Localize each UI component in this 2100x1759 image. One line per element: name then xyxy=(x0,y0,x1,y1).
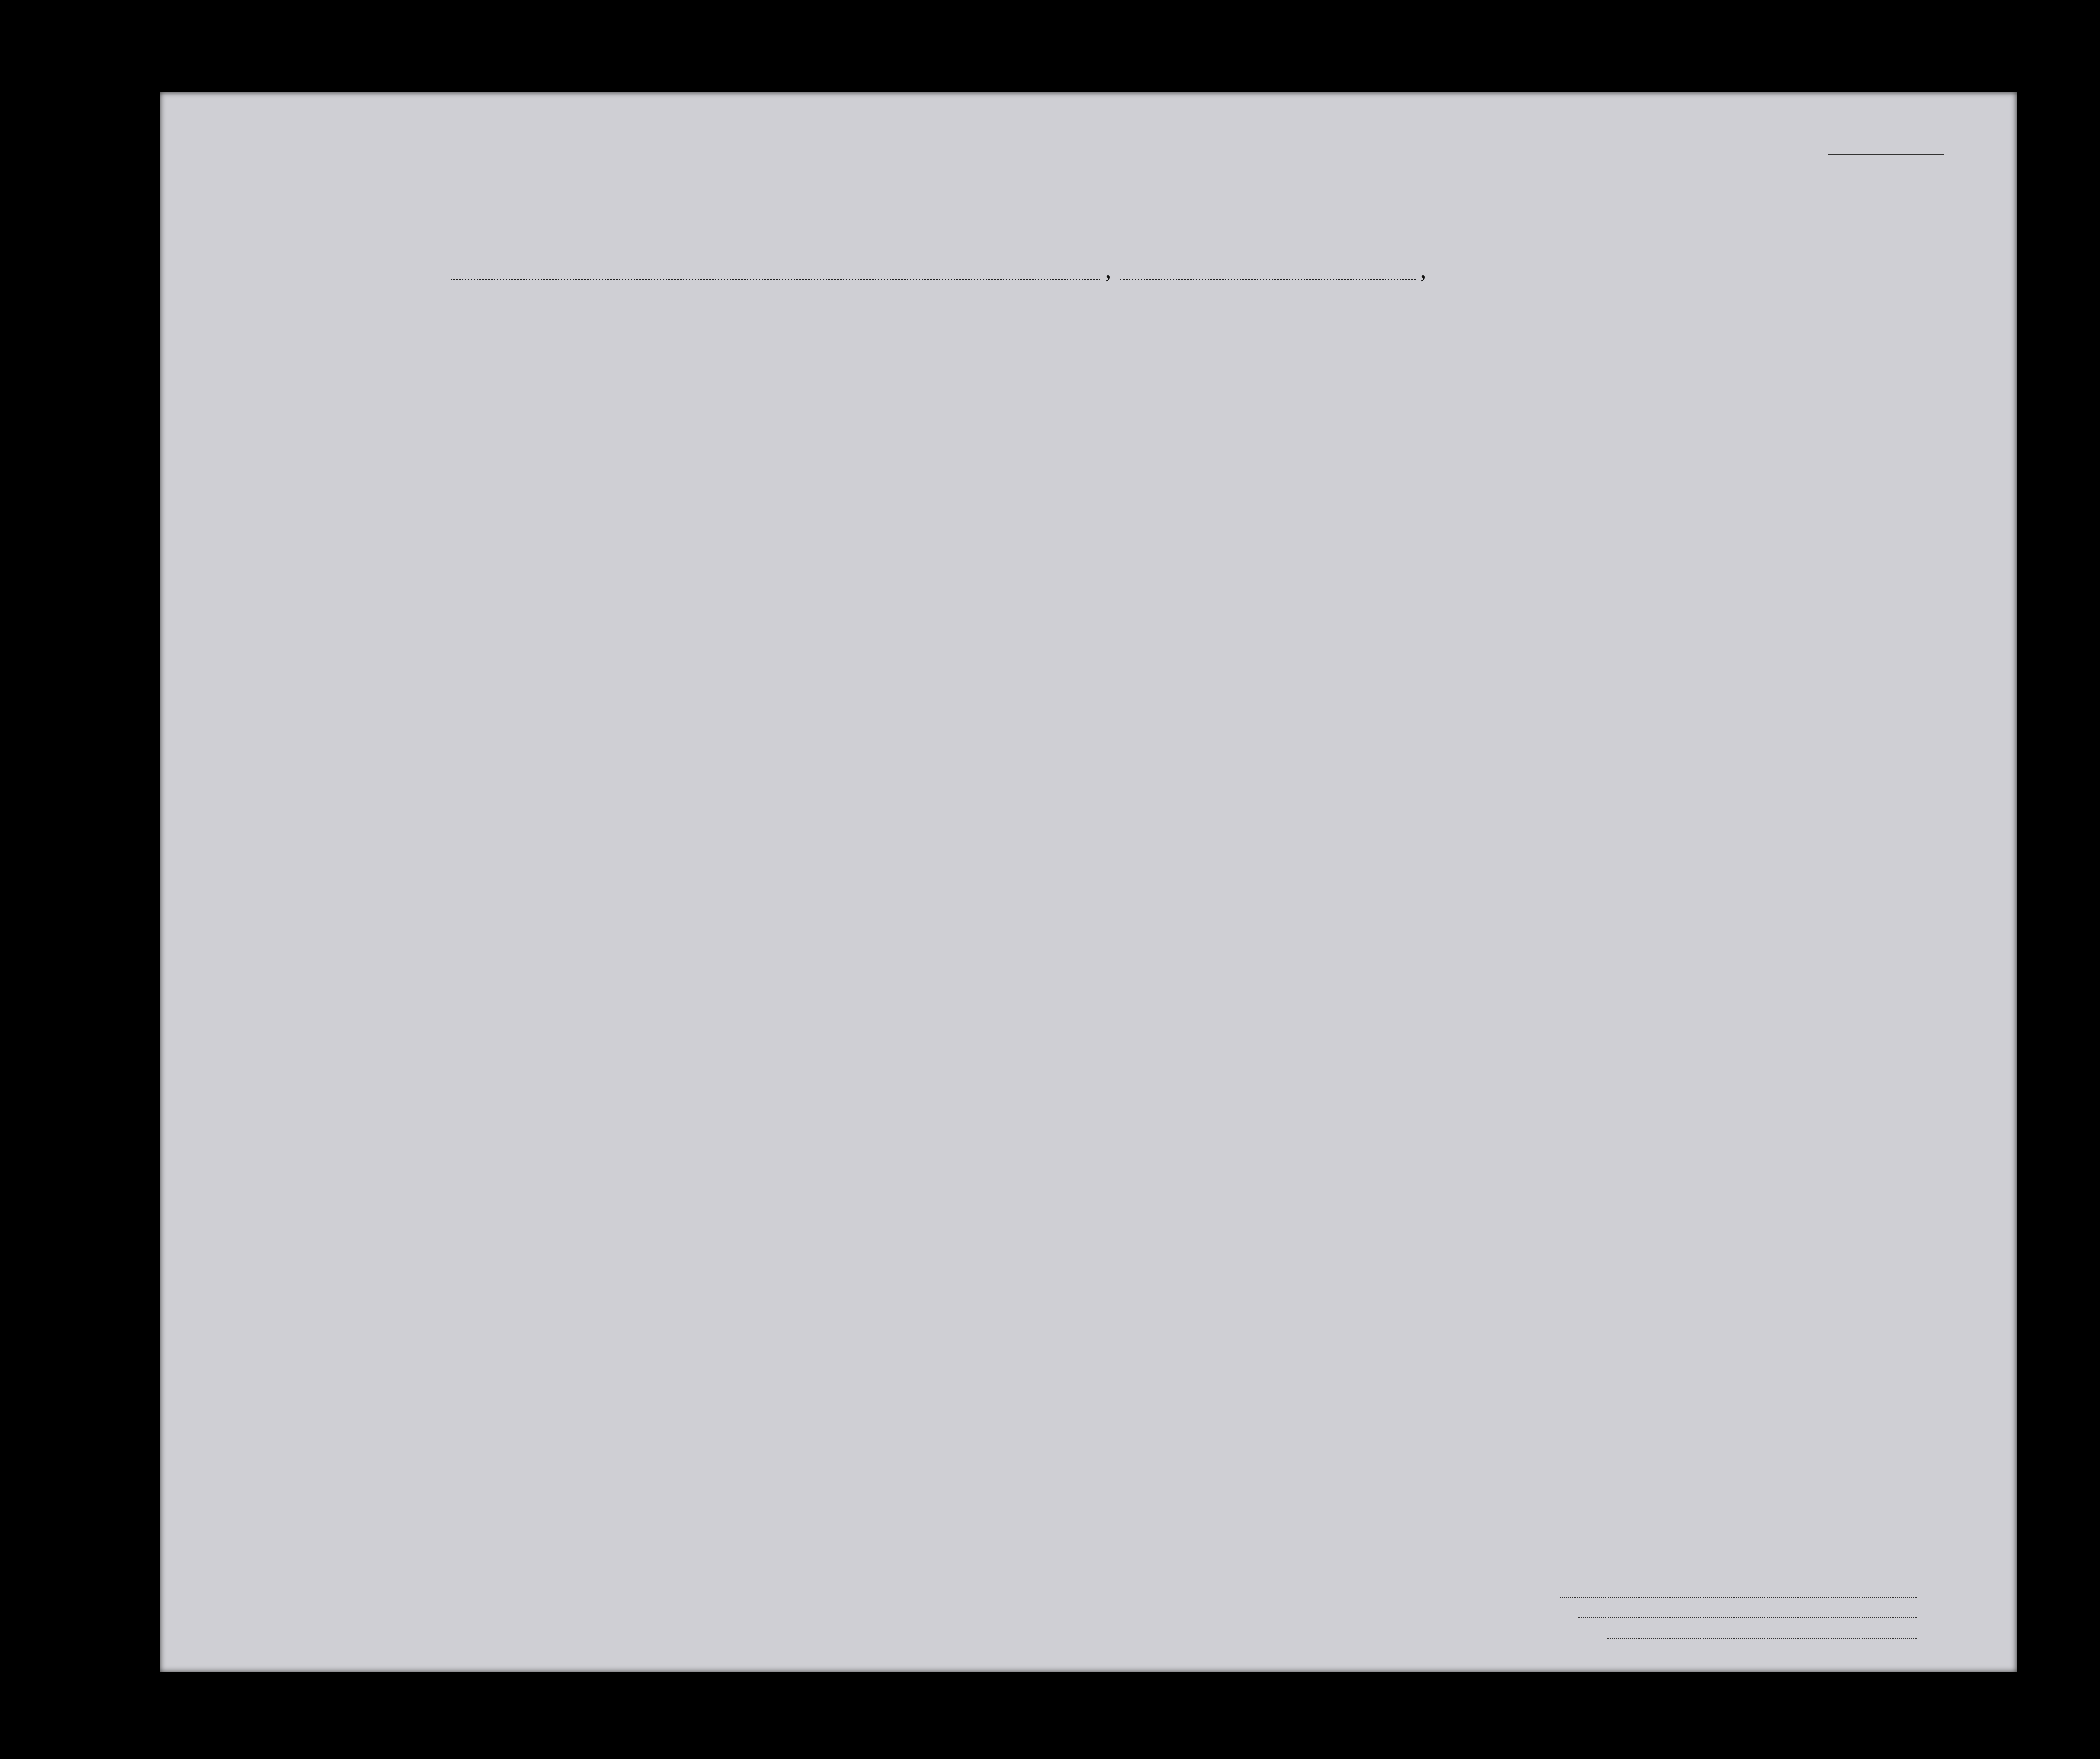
header-prison xyxy=(1348,339,1386,543)
comma-sep: , xyxy=(1420,257,1426,283)
line-fill xyxy=(1559,1597,1917,1598)
header-overthrow xyxy=(1440,339,1488,543)
form-grid xyxy=(160,92,2017,1672)
header-ticket xyxy=(678,339,697,543)
header-polygamist xyxy=(1391,339,1409,543)
manifest-sheet xyxy=(160,92,2017,1672)
header-purpose-b xyxy=(1280,364,1304,538)
header-excluded xyxy=(1518,339,1536,543)
comma-sep: , xyxy=(1105,257,1111,283)
header-purpose-c xyxy=(1311,364,1336,538)
header-possession-50 xyxy=(765,334,786,548)
agents-fill xyxy=(1607,1638,1917,1639)
header-anarchist xyxy=(1415,339,1432,543)
header-arrested xyxy=(1539,339,1556,543)
header-labor-offer xyxy=(1491,339,1518,543)
owners-fill xyxy=(1578,1617,1917,1618)
header-inches xyxy=(1711,427,1729,514)
header-feet xyxy=(1691,427,1708,514)
header-purpose-a xyxy=(1241,364,1270,538)
